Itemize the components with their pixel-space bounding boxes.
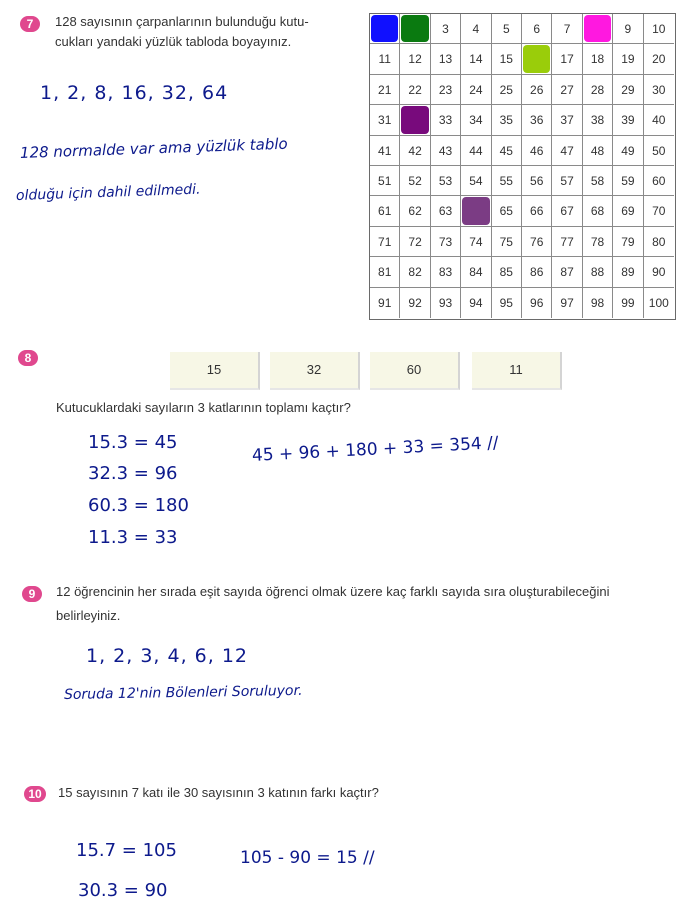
grid-number: 3 bbox=[442, 22, 449, 36]
grid-number: 76 bbox=[530, 234, 544, 249]
grid-cell-77 bbox=[552, 227, 582, 257]
grid-number: 87 bbox=[560, 265, 574, 280]
grid-cell-26 bbox=[522, 75, 552, 105]
grid-number: 44 bbox=[469, 143, 483, 158]
question-number-10: 10 bbox=[24, 786, 46, 802]
grid-cell-71 bbox=[370, 227, 400, 257]
grid-number: 70 bbox=[652, 204, 666, 219]
grid-number: 82 bbox=[408, 265, 422, 280]
grid-cell-29 bbox=[613, 75, 643, 105]
grid-number: 95 bbox=[499, 295, 513, 310]
grid-number: 74 bbox=[469, 234, 483, 249]
grid-number: 30 bbox=[652, 82, 666, 97]
grid-number: 41 bbox=[378, 143, 392, 158]
grid-number: 47 bbox=[560, 143, 574, 158]
grid-number: 55 bbox=[499, 174, 513, 188]
grid-cell-14 bbox=[461, 44, 491, 74]
q9-question-line-1: 12 öğrencinin her sırada eşit sayıda öğrenci olmak üzere kaç farklı sayıda sıra oluşturabileceğini bbox=[56, 584, 610, 599]
grid-number: 18 bbox=[590, 52, 605, 67]
grid-number: 100 bbox=[648, 295, 669, 310]
grid-cell-23 bbox=[431, 75, 461, 105]
grid-number: 71 bbox=[378, 234, 392, 249]
grid-number: 5 bbox=[502, 22, 510, 36]
grid-number: 40 bbox=[652, 113, 666, 128]
grid-number: 60 bbox=[652, 174, 666, 188]
painted-cell-1 bbox=[371, 15, 398, 42]
grid-cell-8 bbox=[583, 14, 613, 44]
grid-number: 33 bbox=[438, 113, 453, 128]
grid-number: 24 bbox=[469, 82, 483, 97]
grid-cell-88 bbox=[583, 257, 613, 287]
q8-work-line-2: 32.3 = 96 bbox=[88, 463, 178, 484]
grid-number: 73 bbox=[438, 234, 453, 249]
grid-number: 80 bbox=[652, 234, 666, 249]
grid-number: 21 bbox=[378, 82, 392, 97]
grid-number: 22 bbox=[408, 82, 422, 97]
grid-cell-22 bbox=[400, 75, 430, 105]
grid-cell-40 bbox=[644, 105, 674, 135]
grid-number: 65 bbox=[499, 204, 513, 219]
number-box-3: 60 bbox=[370, 352, 460, 390]
grid-cell-3 bbox=[431, 14, 461, 44]
grid-cell-42 bbox=[400, 136, 430, 166]
grid-number: 13 bbox=[438, 52, 453, 67]
grid-number: 90 bbox=[652, 265, 666, 280]
grid-cell-15 bbox=[492, 44, 522, 74]
grid-cell-57 bbox=[552, 166, 582, 196]
grid-number: 88 bbox=[590, 265, 605, 280]
grid-cell-38 bbox=[583, 105, 613, 135]
grid-cell-7 bbox=[552, 14, 582, 44]
grid-number: 17 bbox=[560, 52, 574, 67]
q10-work-line-2: 30.3 = 90 bbox=[78, 880, 168, 901]
grid-cell-4 bbox=[461, 14, 491, 44]
grid-cell-92 bbox=[400, 288, 430, 318]
q10-result: 105 - 90 = 15 // bbox=[240, 848, 375, 868]
grid-cell-9 bbox=[613, 14, 643, 44]
q7-question-line-1: 128 sayısının çarpanlarının bulunduğu kutu- bbox=[55, 14, 309, 29]
grid-number: 35 bbox=[499, 113, 513, 128]
grid-cell-59 bbox=[613, 166, 643, 196]
painted-cell-32 bbox=[401, 106, 428, 133]
grid-number: 79 bbox=[621, 234, 635, 249]
grid-number: 12 bbox=[408, 52, 422, 67]
grid-number: 50 bbox=[652, 143, 666, 158]
grid-cell-54 bbox=[461, 166, 491, 196]
grid-number: 46 bbox=[530, 143, 544, 158]
grid-cell-76 bbox=[522, 227, 552, 257]
grid-cell-95 bbox=[492, 288, 522, 318]
grid-number: 28 bbox=[590, 82, 605, 97]
q9-note: Soruda 12'nin Bölenleri Soruluyor. bbox=[63, 682, 303, 703]
question-number-8: 8 bbox=[18, 350, 38, 366]
grid-cell-50 bbox=[644, 136, 674, 166]
grid-number: 81 bbox=[378, 265, 392, 280]
grid-cell-10 bbox=[644, 14, 674, 44]
grid-number: 26 bbox=[530, 82, 544, 97]
grid-number: 29 bbox=[621, 82, 635, 97]
grid-cell-64 bbox=[461, 196, 491, 226]
grid-cell-82 bbox=[400, 257, 430, 287]
q7-answer-factors: 1, 2, 8, 16, 32, 64 bbox=[40, 82, 229, 104]
grid-cell-16 bbox=[522, 44, 552, 74]
grid-cell-5 bbox=[492, 14, 522, 44]
grid-number: 52 bbox=[408, 174, 422, 188]
grid-number: 84 bbox=[469, 265, 483, 280]
grid-cell-37 bbox=[552, 105, 582, 135]
grid-cell-28 bbox=[583, 75, 613, 105]
grid-number: 4 bbox=[472, 22, 480, 36]
grid-number: 6 bbox=[533, 22, 541, 36]
grid-number: 49 bbox=[621, 143, 635, 158]
grid-cell-84 bbox=[461, 257, 491, 287]
grid-number: 45 bbox=[499, 143, 513, 158]
grid-number: 36 bbox=[530, 113, 544, 128]
grid-number: 11 bbox=[378, 52, 391, 67]
grid-cell-47 bbox=[552, 136, 582, 166]
question-number-9: 9 bbox=[22, 586, 42, 602]
grid-number: 57 bbox=[560, 174, 574, 188]
grid-cell-86 bbox=[522, 257, 552, 287]
grid-number: 77 bbox=[560, 234, 574, 249]
grid-number: 69 bbox=[621, 204, 635, 219]
grid-cell-32 bbox=[400, 105, 430, 135]
grid-cell-66 bbox=[522, 196, 552, 226]
grid-number: 51 bbox=[378, 174, 392, 188]
q8-work-line-1: 15.3 = 45 bbox=[88, 432, 178, 453]
grid-number: 62 bbox=[408, 204, 422, 219]
grid-number: 23 bbox=[438, 82, 453, 97]
grid-cell-41 bbox=[370, 136, 400, 166]
grid-number: 86 bbox=[530, 265, 544, 280]
grid-number: 7 bbox=[563, 22, 571, 36]
grid-cell-97 bbox=[552, 288, 582, 318]
grid-cell-90 bbox=[644, 257, 674, 287]
grid-number: 63 bbox=[438, 204, 453, 219]
grid-cell-73 bbox=[431, 227, 461, 257]
grid-cell-43 bbox=[431, 136, 461, 166]
grid-cell-49 bbox=[613, 136, 643, 166]
grid-cell-52 bbox=[400, 166, 430, 196]
grid-number: 89 bbox=[621, 265, 635, 280]
grid-cell-56 bbox=[522, 166, 552, 196]
q10-question: 15 sayısının 7 katı ile 30 sayısının 3 katının farkı kaçtır? bbox=[58, 785, 379, 800]
grid-number: 92 bbox=[408, 295, 422, 310]
grid-cell-85 bbox=[492, 257, 522, 287]
grid-number: 66 bbox=[530, 204, 544, 219]
grid-number: 37 bbox=[560, 113, 574, 128]
grid-number: 54 bbox=[469, 174, 483, 188]
grid-cell-36 bbox=[522, 105, 552, 135]
grid-number: 25 bbox=[499, 82, 513, 97]
grid-number: 61 bbox=[378, 204, 392, 219]
grid-number: 96 bbox=[530, 295, 544, 310]
grid-cell-17 bbox=[552, 44, 582, 74]
grid-cell-91 bbox=[370, 288, 400, 318]
grid-cell-81 bbox=[370, 257, 400, 287]
grid-number: 68 bbox=[590, 204, 605, 219]
grid-number: 27 bbox=[560, 82, 574, 97]
grid-cell-33 bbox=[431, 105, 461, 135]
grid-number: 72 bbox=[408, 234, 422, 249]
grid-cell-70 bbox=[644, 196, 674, 226]
grid-number: 93 bbox=[438, 295, 453, 310]
grid-cell-65 bbox=[492, 196, 522, 226]
grid-cell-83 bbox=[431, 257, 461, 287]
q8-work-line-4: 11.3 = 33 bbox=[88, 527, 178, 548]
q8-work-line-3: 60.3 = 180 bbox=[88, 495, 189, 516]
grid-cell-46 bbox=[522, 136, 552, 166]
grid-number: 85 bbox=[499, 265, 513, 280]
grid-cell-94 bbox=[461, 288, 491, 318]
grid-number: 67 bbox=[560, 204, 574, 219]
grid-number: 10 bbox=[652, 22, 666, 36]
painted-cell-2 bbox=[401, 15, 428, 42]
q7-answer-note-line-2: olduğu için dahil edilmedi. bbox=[15, 181, 201, 204]
q8-question: Kutucuklardaki sayıların 3 katlarının toplamı kaçtır? bbox=[56, 400, 351, 415]
grid-number: 15 bbox=[499, 52, 513, 67]
grid-cell-12 bbox=[400, 44, 430, 74]
grid-number: 19 bbox=[621, 52, 635, 67]
painted-cell-8 bbox=[584, 15, 611, 42]
painted-cell-64 bbox=[462, 197, 489, 224]
grid-cell-35 bbox=[492, 105, 522, 135]
grid-cell-72 bbox=[400, 227, 430, 257]
grid-cell-20 bbox=[644, 44, 674, 74]
grid-cell-19 bbox=[613, 44, 643, 74]
grid-cell-55 bbox=[492, 166, 522, 196]
grid-cell-63 bbox=[431, 196, 461, 226]
grid-cell-99 bbox=[613, 288, 643, 318]
grid-cell-45 bbox=[492, 136, 522, 166]
grid-cell-6 bbox=[522, 14, 552, 44]
number-box-2: 32 bbox=[270, 352, 360, 390]
grid-cell-24 bbox=[461, 75, 491, 105]
grid-cell-25 bbox=[492, 75, 522, 105]
grid-number: 97 bbox=[560, 295, 574, 310]
grid-cell-27 bbox=[552, 75, 582, 105]
q9-question-line-2: belirleyiniz. bbox=[56, 608, 121, 623]
grid-cell-13 bbox=[431, 44, 461, 74]
grid-number: 31 bbox=[378, 113, 392, 128]
grid-number: 34 bbox=[469, 113, 483, 128]
grid-number: 9 bbox=[624, 22, 632, 36]
grid-cell-69 bbox=[613, 196, 643, 226]
grid-number: 53 bbox=[438, 174, 453, 188]
grid-cell-51 bbox=[370, 166, 400, 196]
grid-cell-18 bbox=[583, 44, 613, 74]
grid-number: 99 bbox=[621, 295, 635, 310]
question-number-7: 7 bbox=[20, 16, 40, 32]
grid-number: 58 bbox=[590, 174, 605, 188]
grid-cell-74 bbox=[461, 227, 491, 257]
grid-cell-34 bbox=[461, 105, 491, 135]
grid-cell-60 bbox=[644, 166, 674, 196]
grid-cell-30 bbox=[644, 75, 674, 105]
grid-number: 14 bbox=[469, 52, 483, 67]
grid-number: 75 bbox=[499, 234, 513, 249]
grid-cell-53 bbox=[431, 166, 461, 196]
grid-cell-75 bbox=[492, 227, 522, 257]
grid-cell-93 bbox=[431, 288, 461, 318]
q9-answer: 1, 2, 3, 4, 6, 12 bbox=[86, 645, 249, 667]
grid-number: 59 bbox=[621, 174, 635, 188]
q7-answer-note-line-1: 128 normalde var ama yüzlük tablo bbox=[19, 134, 288, 162]
grid-cell-62 bbox=[400, 196, 430, 226]
grid-number: 94 bbox=[469, 295, 483, 310]
grid-cell-1 bbox=[370, 14, 400, 44]
q10-work-line-1: 15.7 = 105 bbox=[76, 840, 177, 861]
grid-cell-87 bbox=[552, 257, 582, 287]
hundred-grid bbox=[369, 13, 676, 320]
grid-number: 48 bbox=[590, 143, 605, 158]
grid-number: 83 bbox=[438, 265, 453, 280]
q8-total: 45 + 96 + 180 + 33 = 354 // bbox=[251, 433, 500, 466]
grid-cell-44 bbox=[461, 136, 491, 166]
grid-number: 38 bbox=[590, 113, 605, 128]
grid-cell-98 bbox=[583, 288, 613, 318]
grid-number: 91 bbox=[378, 295, 392, 310]
grid-cell-11 bbox=[370, 44, 400, 74]
grid-cell-96 bbox=[522, 288, 552, 318]
grid-cell-80 bbox=[644, 227, 674, 257]
painted-cell-16 bbox=[523, 45, 550, 72]
grid-number: 42 bbox=[408, 143, 422, 158]
grid-cell-89 bbox=[613, 257, 643, 287]
grid-cell-78 bbox=[583, 227, 613, 257]
grid-cell-39 bbox=[613, 105, 643, 135]
grid-cell-68 bbox=[583, 196, 613, 226]
grid-cell-31 bbox=[370, 105, 400, 135]
grid-number: 39 bbox=[621, 113, 635, 128]
grid-cell-48 bbox=[583, 136, 613, 166]
grid-number: 78 bbox=[590, 234, 605, 249]
grid-cell-67 bbox=[552, 196, 582, 226]
grid-cell-100 bbox=[644, 288, 674, 318]
number-box-1: 15 bbox=[170, 352, 260, 390]
q7-question-line-2: cukları yandaki yüzlük tabloda boyayınız. bbox=[55, 34, 292, 49]
grid-number: 43 bbox=[438, 143, 453, 158]
grid-number: 20 bbox=[652, 52, 666, 67]
grid-cell-79 bbox=[613, 227, 643, 257]
grid-cell-2 bbox=[400, 14, 430, 44]
grid-number: 98 bbox=[590, 295, 605, 310]
grid-cell-58 bbox=[583, 166, 613, 196]
number-box-4: 11 bbox=[472, 352, 562, 390]
grid-cell-61 bbox=[370, 196, 400, 226]
grid-number: 56 bbox=[530, 174, 544, 188]
grid-cell-21 bbox=[370, 75, 400, 105]
